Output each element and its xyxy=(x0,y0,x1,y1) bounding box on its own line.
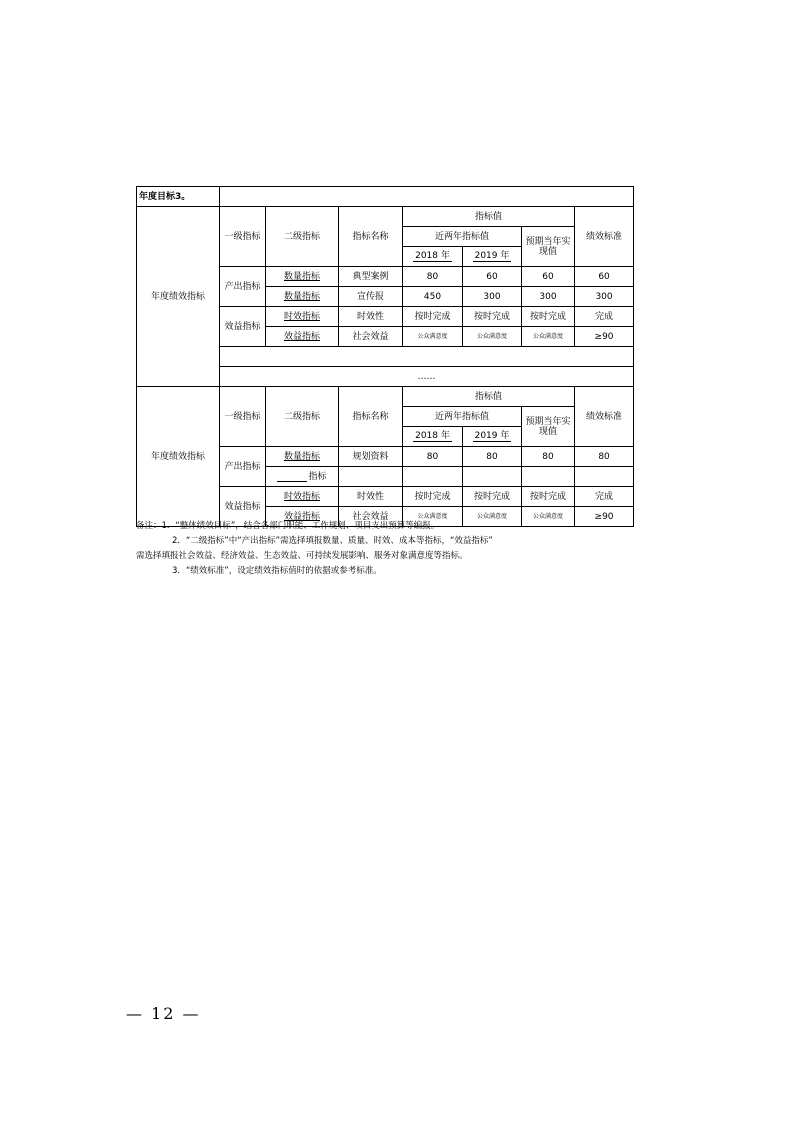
header-standard: 绩效标准 xyxy=(575,207,634,267)
blank-underline xyxy=(277,481,307,482)
value-2019-cell: 公众满意度 xyxy=(476,513,507,520)
standard-cell: 80 xyxy=(575,447,634,467)
level2-cell: 数量指标 xyxy=(266,267,339,287)
value-2018-cell: 80 xyxy=(403,267,463,287)
indicator-name-cell: 社会效益 xyxy=(339,327,403,347)
indicator-name-cell: 典型案例 xyxy=(339,267,403,287)
header-2019: 2019 年 xyxy=(474,431,510,441)
notes xyxy=(136,519,636,579)
header-2018: 2018 年 xyxy=(415,251,450,261)
value-2018-cell: 按时完成 xyxy=(403,307,463,327)
header-level2: 二级指标 xyxy=(266,207,339,267)
expected-value-cell: 80 xyxy=(522,447,575,467)
header-expected: 预期当年实现值 xyxy=(522,227,575,267)
value-2019-cell: 按时完成 xyxy=(463,307,522,327)
indicator-name-cell: 社会效益 xyxy=(339,507,403,527)
value-2018-cell xyxy=(403,467,463,487)
level2-cell: 效益指标 xyxy=(266,507,339,527)
output-indicator-label: 产出指标 xyxy=(220,447,266,487)
section-label: 年度绩效指标 xyxy=(137,387,220,527)
value-2019-cell: 公众满意度 xyxy=(476,333,507,340)
header-prior-years: 近两年指标值 xyxy=(403,407,522,427)
block2-header-row-1 xyxy=(137,387,634,407)
value-2018-cell: 公众满意度 xyxy=(417,333,448,340)
expected-value-cell: 60 xyxy=(522,267,575,287)
value-2019-cell: 60 xyxy=(463,267,522,287)
value-2019-cell xyxy=(463,467,522,487)
value-2018-cell: 450 xyxy=(403,287,463,307)
note-line: 需选择填报社会效益、经济效益、生态效益、可持续发展影响、服务对象满意度等指标。 xyxy=(136,551,468,561)
value-2019-cell: 按时完成 xyxy=(463,487,522,507)
value-2018-cell: 80 xyxy=(403,447,463,467)
header-prior-years: 近两年指标值 xyxy=(403,227,522,247)
note-line: 3．“绩效标准”，设定绩效指标值时的依据或参考标准。 xyxy=(172,566,382,576)
expected-value-cell: 按时完成 xyxy=(522,487,575,507)
standard-cell: 完成 xyxy=(575,307,634,327)
header-standard: 绩效标准 xyxy=(575,387,634,447)
expected-value-cell: 300 xyxy=(522,287,575,307)
value-2019-cell: 300 xyxy=(463,287,522,307)
level2-cell: 数量指标 xyxy=(266,447,339,467)
standard-cell: 完成 xyxy=(575,487,634,507)
value-2018-cell: 按时完成 xyxy=(403,487,463,507)
standard-cell: 300 xyxy=(575,287,634,307)
expected-value-cell xyxy=(522,467,575,487)
header-2018: 2018 年 xyxy=(415,431,450,441)
benefit-indicator-label: 效益指标 xyxy=(220,487,266,527)
level2-cell: 数量指标 xyxy=(266,287,339,307)
page-number: — 12 — xyxy=(126,1004,201,1023)
note-line: 备注：1．“整体绩效目标”，结合各部门职能、工作规划、项目支出预算等编报。 xyxy=(136,521,440,531)
level2-cell: 效益指标 xyxy=(266,327,339,347)
level2-cell: 指标 xyxy=(308,471,327,482)
annual-goal-row xyxy=(137,187,634,207)
expected-value-cell: 公众满意度 xyxy=(532,513,563,520)
performance-table xyxy=(136,186,634,527)
expected-value-cell: 按时完成 xyxy=(522,307,575,327)
expected-value-cell: 公众满意度 xyxy=(532,333,563,340)
indicator-name-cell: 规划资料 xyxy=(339,447,403,467)
standard-cell: 60 xyxy=(575,267,634,287)
header-name: 指标名称 xyxy=(339,387,403,447)
indicator-name-cell: 时效性 xyxy=(339,487,403,507)
level2-cell: 时效指标 xyxy=(266,487,339,507)
header-value: 指标值 xyxy=(403,207,575,227)
header-level2: 二级指标 xyxy=(266,387,339,447)
indicator-name-cell xyxy=(339,467,403,487)
header-2019: 2019 年 xyxy=(474,251,510,261)
header-name: 指标名称 xyxy=(339,207,403,267)
standard-cell: ≥90 xyxy=(575,507,634,527)
benefit-indicator-label: 效益指标 xyxy=(220,307,266,347)
block1-header-row-1 xyxy=(137,207,634,227)
standard-cell xyxy=(575,467,634,487)
header-level1: 一级指标 xyxy=(220,387,266,447)
header-level1: 一级指标 xyxy=(220,207,266,267)
note-line: 2．“二级指标”中“产出指标”需选择填报数量、质量、时效、成本等指标，“效益指标” xyxy=(172,536,493,546)
header-expected: 预期当年实现值 xyxy=(522,407,575,447)
indicator-name-cell: 时效性 xyxy=(339,307,403,327)
value-2018-cell: 公众满意度 xyxy=(417,513,448,520)
output-indicator-label: 产出指标 xyxy=(220,267,266,307)
level2-cell: 时效指标 xyxy=(266,307,339,327)
header-value: 指标值 xyxy=(403,387,575,407)
ellipsis: …… xyxy=(220,367,634,387)
value-2019-cell: 80 xyxy=(463,447,522,467)
section-label: 年度绩效指标 xyxy=(137,207,220,387)
indicator-name-cell: 宣传报 xyxy=(339,287,403,307)
standard-cell: ≥90 xyxy=(575,327,634,347)
annual-goal-label: 年度目标3。 xyxy=(137,187,220,207)
